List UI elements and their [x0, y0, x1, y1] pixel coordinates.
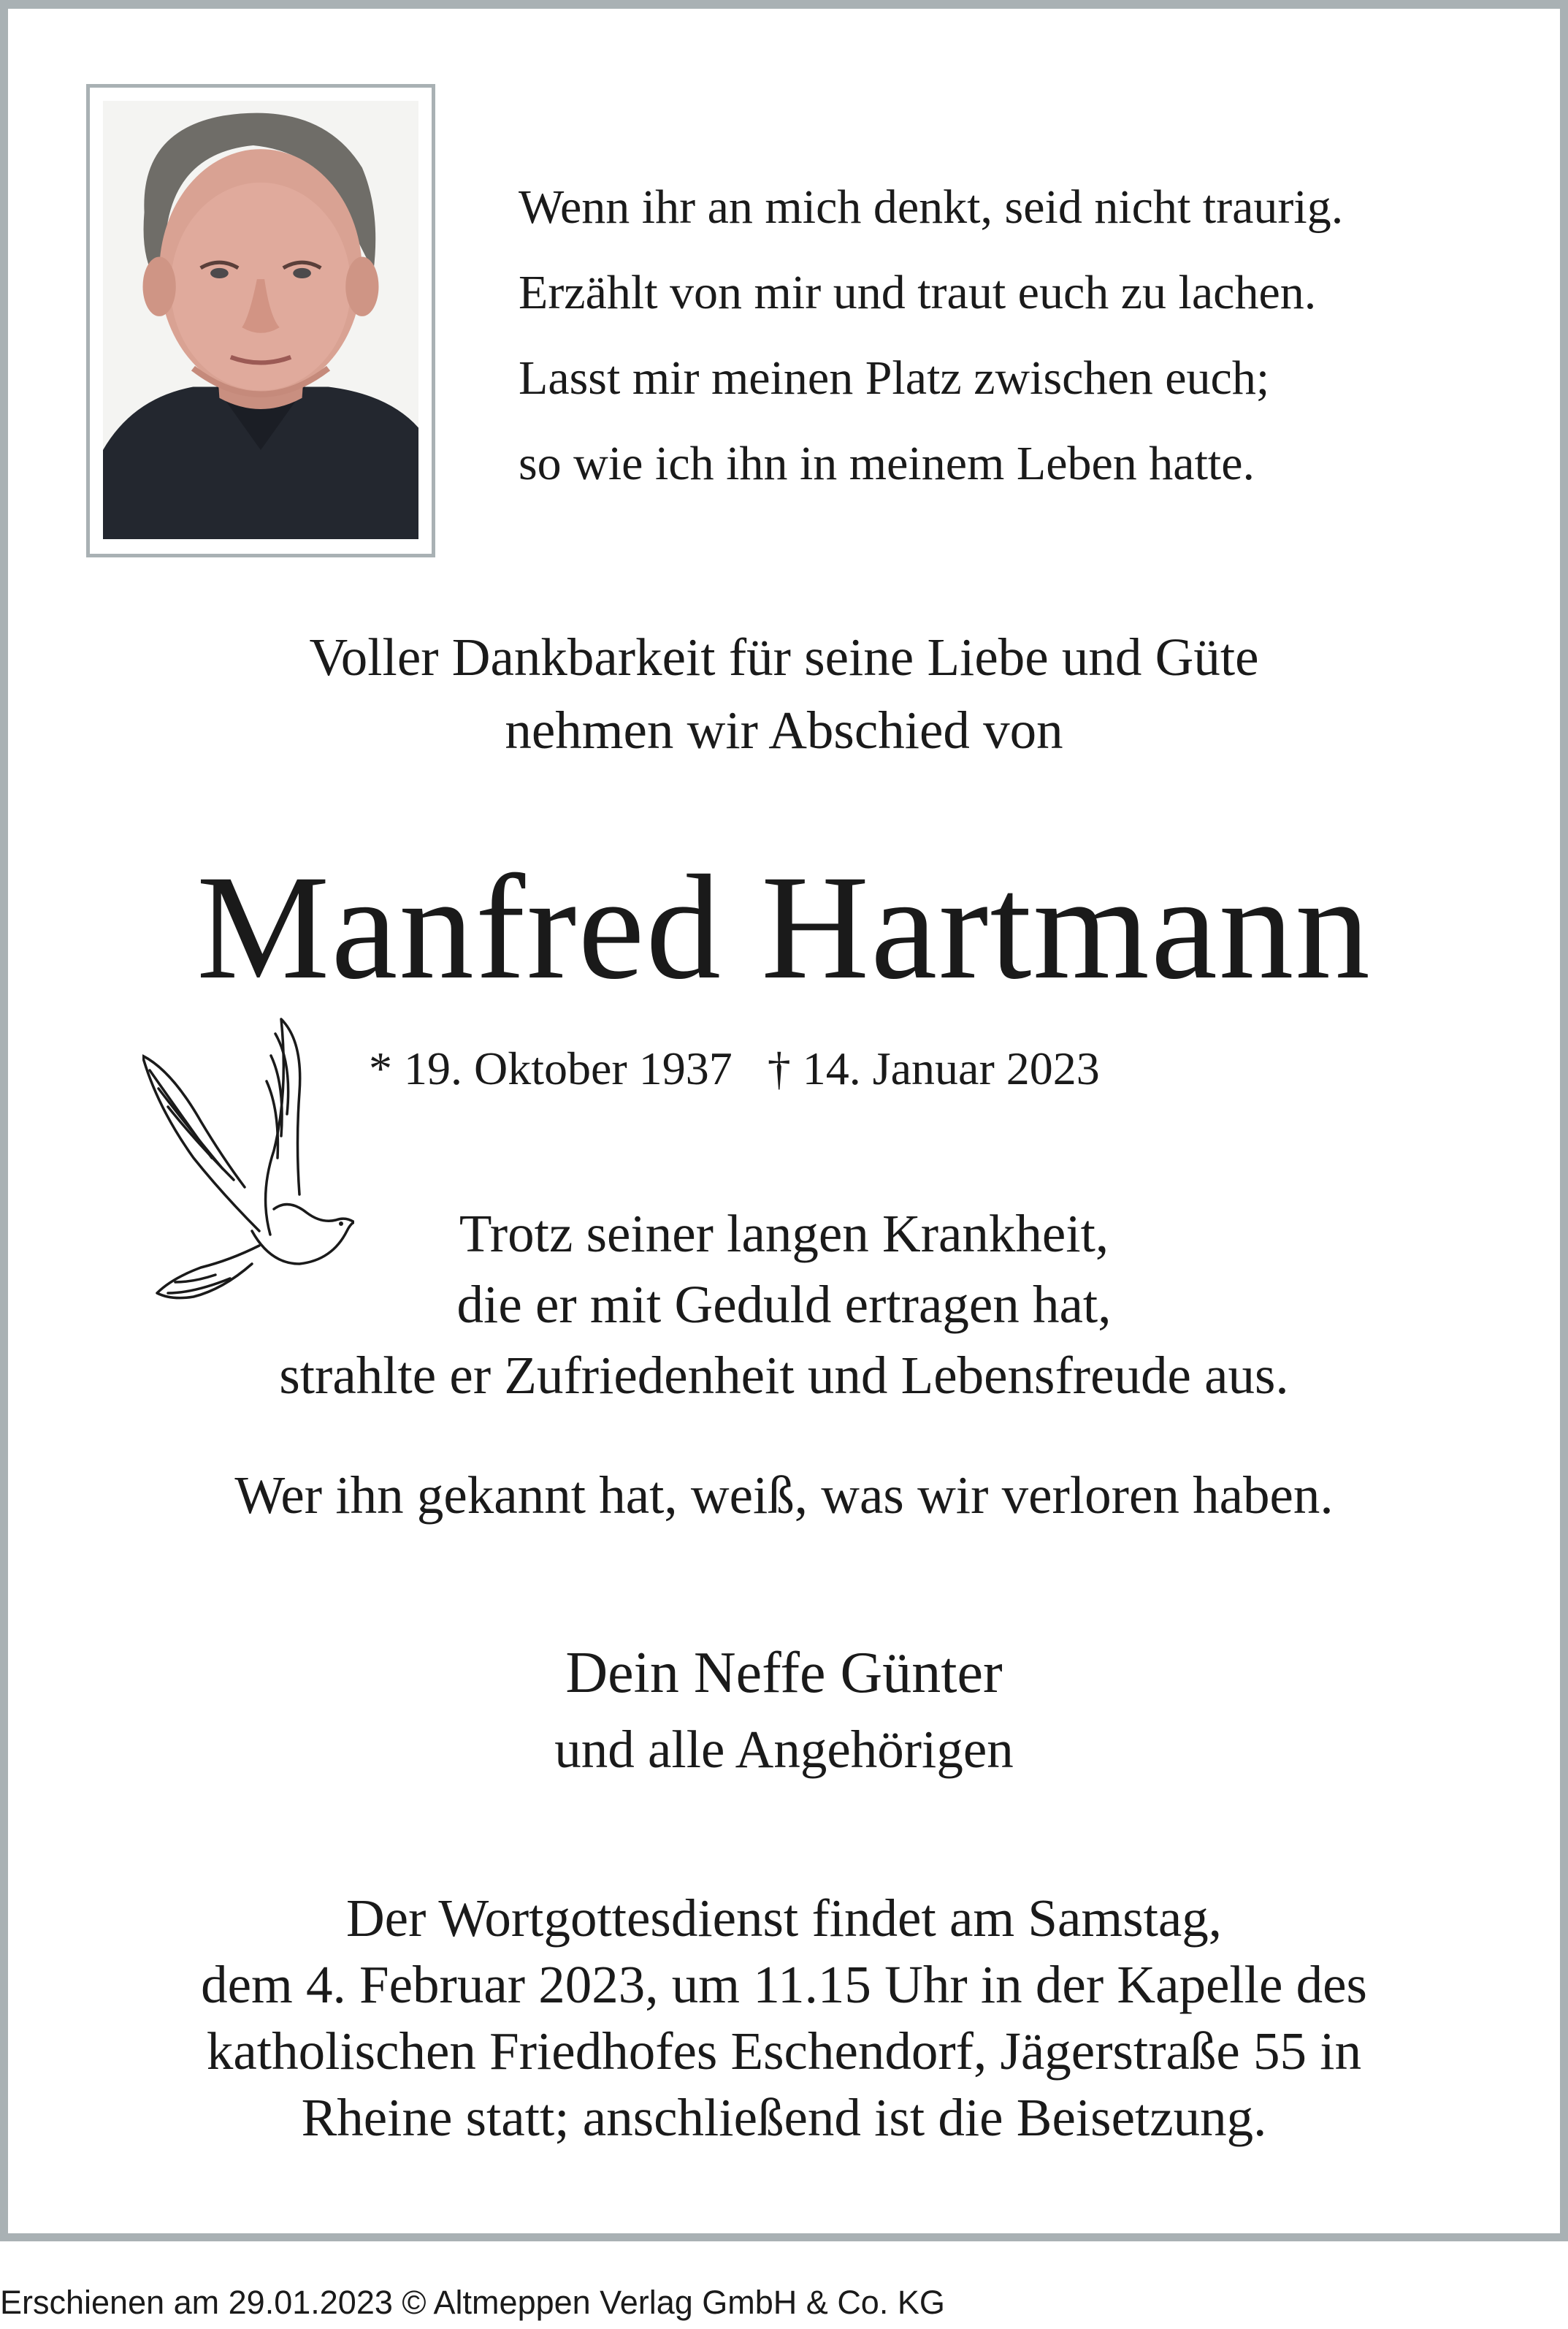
tribute-text — [0, 1198, 1568, 1411]
deceased-name: Manfred Hartmann — [196, 845, 1372, 1010]
service-line: katholischen Friedhofes Eschendorf, Jägerstraße 55 in — [206, 2021, 1362, 2081]
intro-line: Voller Dankbarkeit für seine Liebe und Güte — [309, 628, 1259, 687]
tribute-line: die er mit Geduld ertragen hat, — [456, 1275, 1112, 1334]
service-line: dem 4. Februar 2023, um 11.15 Uhr in der Kapelle des — [201, 1955, 1367, 2014]
tribute-line: strahlte er Zufriedenheit und Lebensfreude aus. — [279, 1346, 1289, 1405]
service-info — [0, 1885, 1568, 2151]
portrait-photo — [103, 101, 418, 539]
intro-text — [0, 621, 1568, 767]
tribute-line: Trotz seiner langen Krankheit, — [459, 1204, 1109, 1263]
portrait-illustration — [103, 101, 418, 539]
portrait-photo-frame — [86, 84, 435, 557]
service-line: Rheine statt; anschließend ist die Beisetzung. — [301, 2088, 1267, 2147]
poem-line: Erzählt von mir und traut euch zu lachen. — [519, 266, 1317, 319]
poem — [519, 164, 1490, 506]
death-date: † 14. Januar 2023 — [767, 1042, 1100, 1094]
birth-date: * 19. Oktober 1937 — [369, 1042, 733, 1094]
intro-line: nehmen wir Abschied von — [505, 701, 1063, 760]
signer-primary: Dein Neffe Günter — [565, 1641, 1003, 1705]
closing-line: Wer ihn gekannt hat, weiß, was wir verloren haben. — [234, 1465, 1334, 1525]
poem-line: Lasst mir meinen Platz zwischen euch; — [519, 351, 1270, 405]
publication-footer: Erschienen am 29.01.2023 © Altmeppen Verlag GmbH & Co. KG — [0, 2284, 945, 2321]
life-dates — [369, 1036, 1100, 1102]
signer-secondary: und alle Angehörigen — [554, 1720, 1014, 1779]
poem-line: so wie ich ihn in meinem Leben hatte. — [519, 437, 1255, 490]
poem-line: Wenn ihr an mich denkt, seid nicht traurig. — [519, 180, 1344, 234]
service-line: Der Wortgottesdienst findet am Samstag, — [345, 1888, 1223, 1948]
